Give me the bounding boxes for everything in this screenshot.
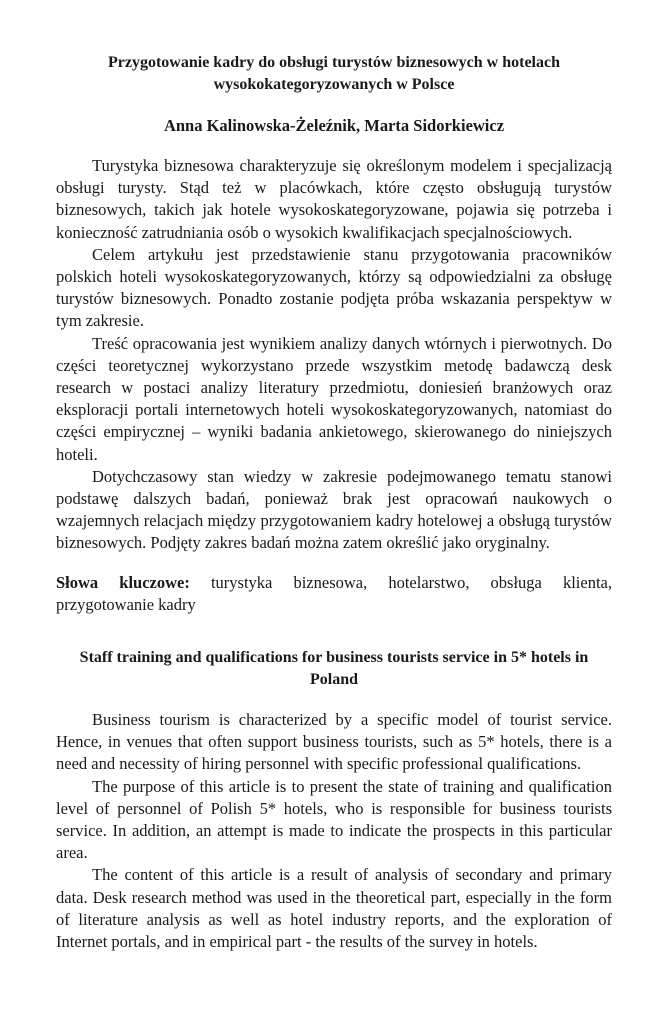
english-abstract-paragraph: Business tourism is characterized by a specific model of tourist service. Hence, in venues that often support business tourists, such as 5* hotels, there is a need and necessity of hiring personnel with specific professional qualifications. <box>56 710 612 774</box>
polish-title: Przygotowanie kadry do obsługi turystów biznesowych w hotelach wysokokategoryzowanych w Polsce <box>107 54 560 93</box>
authors: Anna Kalinowska-Żeleźnik, Marta Sidorkiewicz <box>163 116 505 135</box>
polish-abstract-paragraph: Dotychczasowy stan wiedzy w zakresie podejmowanego tematu stanowi podstawę dalszych badań, ponieważ brak jest opracowań naukowych o wzajemnych relacjach między przygotowaniem kadry hotelowej a obsługą turystów biznesowych. Podjęty zakres badań można zatem określić jako oryginalny. <box>56 466 612 553</box>
keywords <box>56 572 612 616</box>
keywords-label: Słowa kluczowe: <box>56 572 190 592</box>
english-abstract-paragraph: The content of this article is a result of analysis of secondary and primary data. Desk research method was used in the theoretical part, especially in the form of literature analysis as well as hotel industry reports, and the exploration of Internet portals, and in empirical part - the results of the survey in hotels. <box>56 865 612 952</box>
polish-abstract-paragraph: Turystyka biznesowa charakteryzuje się określonym modelem i specjalizacją obsługi turysty. Stąd też w placówkach, które często obsługują turystów biznesowych, takich jak hotele wysokoskategoryzowane, pojawia się potrzeba i konieczność zatrudniania osób o wysokich kwalifikacjach specjalnościowych. <box>56 156 612 242</box>
english-abstract-paragraph: The purpose of this article is to present the state of training and qualification level of personnel of Polish 5* hotels, who is responsible for business tourists service. In addition, an attempt is made to indicate the prospects in this particular area. <box>56 776 612 863</box>
polish-abstract-paragraph: Celem artykułu jest przedstawienie stanu przygotowania pracowników polskich hoteli wysokoskategoryzowanych, którzy są odpowiedzialni za obsługę turystów biznesowych. Ponadto zostanie podjęta próba wskazania perspektyw w tym zakresie. <box>56 244 612 331</box>
keywords-text: turystyka biznesowa, hotelarstwo, obsługa klienta, przygotowanie kadry <box>56 572 613 614</box>
polish-abstract-paragraph: Treść opracowania jest wynikiem analizy danych wtórnych i pierwotnych. Do części teoretycznej wykorzystano przede wszystkim metodę badawczą desk research w postaci analizy literatury przedmiotu, doniesień branżowych oraz eksploracji portali internetowych hoteli wysokoskategoryzowanych, natomiast do części empirycznej – wyniki badania ankietowego, skierowanego do niniejszych hoteli. <box>56 333 612 464</box>
document-page <box>56 40 612 953</box>
english-title: Staff training and qualifications for business tourists service in 5* hotels in Poland <box>79 649 589 689</box>
